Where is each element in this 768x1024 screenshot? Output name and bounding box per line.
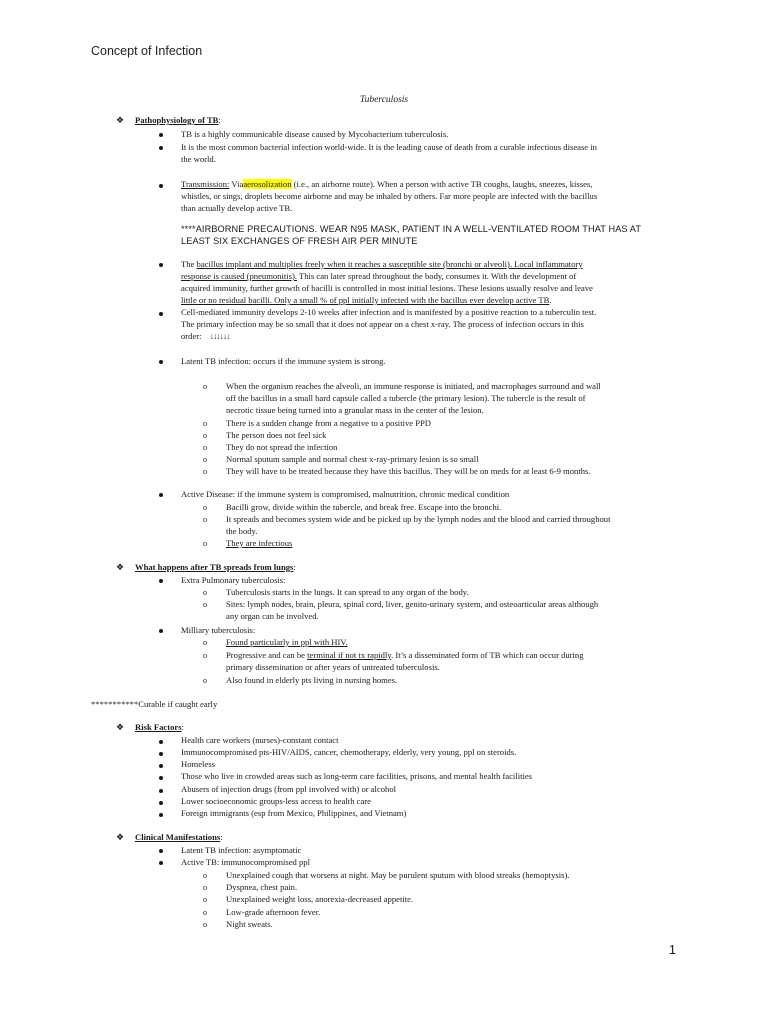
section-heading: Risk Factors xyxy=(135,722,182,732)
text-fragment: Via xyxy=(231,179,244,189)
underlined-text: terminal if not tx rapidly xyxy=(307,650,392,660)
text-line: Foreign immigrants (esp from Mexico, Philippines, and Vietnam) xyxy=(181,808,407,818)
text-line: Milliary tuberculosis: xyxy=(181,625,256,635)
circle-bullet-icon: o xyxy=(203,600,207,609)
text-fragment: This can later spread throughout the body, consumes it. With the development of xyxy=(299,271,577,281)
text-line: Cell-mediated immunity develops 2-10 weeks after infection and is manifested by a positive reaction to a tuberculin test. xyxy=(181,307,597,317)
text-line: any organ can be involved. xyxy=(226,611,319,621)
text-line: The person does not feel sick xyxy=(226,430,327,440)
transmission-line xyxy=(181,179,592,191)
bullet-icon xyxy=(159,263,163,267)
bacillus-line xyxy=(181,259,583,271)
text-line: Extra Pulmonary tuberculosis: xyxy=(181,575,286,585)
section-spread: ❖ What happens after TB spreads from lungs: xyxy=(116,562,296,572)
circle-bullet-icon: o xyxy=(203,539,207,548)
section-heading: Clinical Manifestations xyxy=(135,832,221,842)
bullet-icon xyxy=(159,133,163,137)
circle-bullet-icon: o xyxy=(203,443,207,452)
circle-bullet-icon: o xyxy=(203,638,207,647)
text-line: Tuberculosis starts in the lungs. It can spread to any organ of the body. xyxy=(226,587,469,597)
diamond-bullet-icon: ❖ xyxy=(116,832,125,842)
text-fragment: . It’s a disseminated form of TB which can occur during xyxy=(391,650,584,660)
text-line: Immunocompromised pts-HIV/AIDS, cancer, chemotherapy, elderly, very young, ppl on steroids. xyxy=(181,747,517,757)
text-line: Lower socioeconomic groups-less access to health care xyxy=(181,796,371,806)
text-line: Homeless xyxy=(181,759,215,769)
text-line: Active TB: immunocompromised ppl xyxy=(181,857,310,867)
diamond-bullet-icon: ❖ xyxy=(116,562,125,572)
text-line: necrotic tissue being turned into a granular mass in the center of the lesion. xyxy=(226,405,484,415)
text-line: The primary infection may be so small that it does not appear on a chest x-ray. The process of infection occurs in this xyxy=(181,319,584,329)
page-number: 1 xyxy=(668,942,676,957)
text-line: It is the most common bacterial infection world-wide. It is the leading cause of death from a curable infectious disease in xyxy=(181,142,597,152)
circle-bullet-icon: o xyxy=(203,467,207,476)
transmission-label: Transmission: xyxy=(181,179,230,189)
section-clinical-manifestations: ❖ Clinical Manifestations: xyxy=(116,832,223,842)
text-line: Sites: lymph nodes, brain, pleura, spinal cord, liver, genito-urinary system, and osteoarticular areas although xyxy=(226,599,599,609)
bacillus-line xyxy=(181,295,551,307)
circle-bullet-icon: o xyxy=(203,871,207,880)
bullet-icon xyxy=(159,801,163,805)
text-line: Health care workers (nurses)-constant contact xyxy=(181,735,339,745)
text-line: There is a sudden change from a negative to a positive PPD xyxy=(226,418,431,428)
curable-note: ***********Curable if caught early xyxy=(91,699,218,709)
header-title: Concept of Infection xyxy=(91,44,203,58)
circle-bullet-icon: o xyxy=(203,515,207,524)
bullet-icon xyxy=(159,752,163,756)
bullet-icon xyxy=(159,861,163,865)
bullet-icon xyxy=(159,789,163,793)
bullet-icon xyxy=(159,184,163,188)
airborne-precautions-line: LEAST SIX EXCHANGES OF FRESH AIR PER MINUTE xyxy=(181,236,418,246)
highlighted-term: aerosolization xyxy=(243,179,292,189)
text-line: Also found in elderly pts living in nursing homes. xyxy=(226,675,398,685)
bullet-icon xyxy=(159,579,163,583)
text-line: Low-grade afternoon fever. xyxy=(226,907,321,917)
text-line: They do not spread the infection xyxy=(226,442,338,452)
text-fragment: The xyxy=(181,259,195,269)
circle-bullet-icon: o xyxy=(203,503,207,512)
text-line: They will have to be treated because they have this bacillus. They will be on meds for at least 6-9 months. xyxy=(226,466,591,476)
text-fragment: (i.e., an airborne route). When a person with active TB coughs, laughs, sneezes, kisses, xyxy=(293,179,593,189)
section-heading: What happens after TB spreads from lungs xyxy=(135,562,294,572)
text-line: When the organism reaches the alveoli, an immune response is initiated, and macrophages surround and wall xyxy=(226,381,601,391)
circle-bullet-icon: o xyxy=(203,676,207,685)
text-line: It spreads and becomes system wide and be picked up by the lymph nodes and the blood and carried throughout xyxy=(226,514,611,524)
text-line: primary dissemination or after years of untreated tuberculosis. xyxy=(226,662,440,672)
text-fragment: Progressive and can be xyxy=(226,650,305,660)
bullet-icon xyxy=(159,360,163,364)
circle-bullet-icon: o xyxy=(203,883,207,892)
circle-bullet-icon: o xyxy=(203,588,207,597)
miliary-progressive-line xyxy=(226,650,584,662)
diamond-bullet-icon: ❖ xyxy=(116,722,125,732)
bacillus-line xyxy=(181,271,576,283)
text-line: off the bacillus in a small hard capsule called a tubercle (the primary lesion). The tubercle is the result of xyxy=(226,393,586,403)
text-line: Unexplained cough that worsens at night. May be purulent sputum with blood streaks (hemoptysis). xyxy=(226,870,570,880)
circle-bullet-icon: o xyxy=(203,382,207,391)
circle-bullet-icon: o xyxy=(203,920,207,929)
text-line: than actually develop active TB. xyxy=(181,203,293,213)
underlined-text: little or no residual bacilli. Only a small % of ppl initially infected with the bacillus ever develop active TB xyxy=(181,295,550,305)
bullet-icon xyxy=(159,629,163,633)
text-line: Normal sputum sample and normal chest x-ray-primary lesion is so small xyxy=(226,454,479,464)
diamond-bullet-icon: ❖ xyxy=(116,115,125,125)
text-line: Those who live in crowded areas such as long-term care facilities, prisons, and mental health facilities xyxy=(181,771,533,781)
underlined-text: response is caused (pneumonitis). xyxy=(181,271,297,281)
text-line: Abusers of injection drugs (from ppl involved with) or alcohol xyxy=(181,784,397,794)
circle-bullet-icon: o xyxy=(203,895,207,904)
text-line: Night sweats. xyxy=(226,919,273,929)
section-risk-factors: ❖ Risk Factors: xyxy=(116,722,184,732)
circle-bullet-icon: o xyxy=(203,455,207,464)
airborne-precautions-line: ****AIRBORNE PRECAUTIONS. WEAR N95 MASK, PATIENT IN A WELL-VENTILATED ROOM THAT HAS AT xyxy=(181,224,642,234)
text-line: whistles, or sings, droplets become airborne and may be inhaled by others. Far more people are infected with the bacillus xyxy=(181,191,598,201)
down-arrows-icon: ↓↓↓↓↓↓ xyxy=(209,331,230,341)
bullet-icon xyxy=(159,776,163,780)
text-fragment: . xyxy=(549,295,552,305)
bullet-icon xyxy=(159,813,163,817)
circle-bullet-icon: o xyxy=(203,908,207,917)
text-line: Latent TB infection: occurs if the immune system is strong. xyxy=(181,356,386,366)
bullet-icon xyxy=(159,740,163,744)
circle-bullet-icon: o xyxy=(203,419,207,428)
circle-bullet-icon: o xyxy=(203,651,207,660)
bullet-icon xyxy=(159,146,163,150)
bullet-icon xyxy=(159,764,163,768)
bullet-icon xyxy=(159,493,163,497)
bullet-icon xyxy=(159,849,163,853)
text-line: acquired immunity, further growth of bacilli is controlled in most initial lesions. These lesions usually resolve and leave xyxy=(181,283,593,293)
text-line: Bacilli grow, divide within the tubercle, and break free. Escape into the bronchi. xyxy=(226,502,502,512)
section-pathophysiology: ❖ Pathophysiology of TB: xyxy=(116,115,221,125)
bullet-icon xyxy=(159,312,163,316)
text-line: Active Disease: if the immune system is compromised, malnutrition, chronic medical condition xyxy=(181,489,510,499)
text-line: Unexplained weight loss, anorexia-decreased appetite. xyxy=(226,894,414,904)
cell-order-line xyxy=(181,331,229,343)
text-line: Found particularly in ppl with HIV. xyxy=(226,637,348,647)
text-line: Latent TB infection: asymptomatic xyxy=(181,845,302,855)
text-line: TB is a highly communicable disease caused by Mycobacterium tuberculosis. xyxy=(181,129,449,139)
underlined-text: bacillus implant and multiplies freely when it reaches a susceptible site (bronchi or alveoli). Local inflammatory xyxy=(196,259,583,269)
section-heading: Pathophysiology of TB xyxy=(135,115,219,125)
text-line: They are infectious xyxy=(226,538,293,548)
circle-bullet-icon: o xyxy=(203,431,207,440)
text-line: the body. xyxy=(226,526,258,536)
text-fragment: order: xyxy=(181,331,202,341)
text-line: the world. xyxy=(181,154,216,164)
document-title: Tuberculosis xyxy=(359,95,409,105)
text-line: Dyspnea, chest pain. xyxy=(226,882,298,892)
